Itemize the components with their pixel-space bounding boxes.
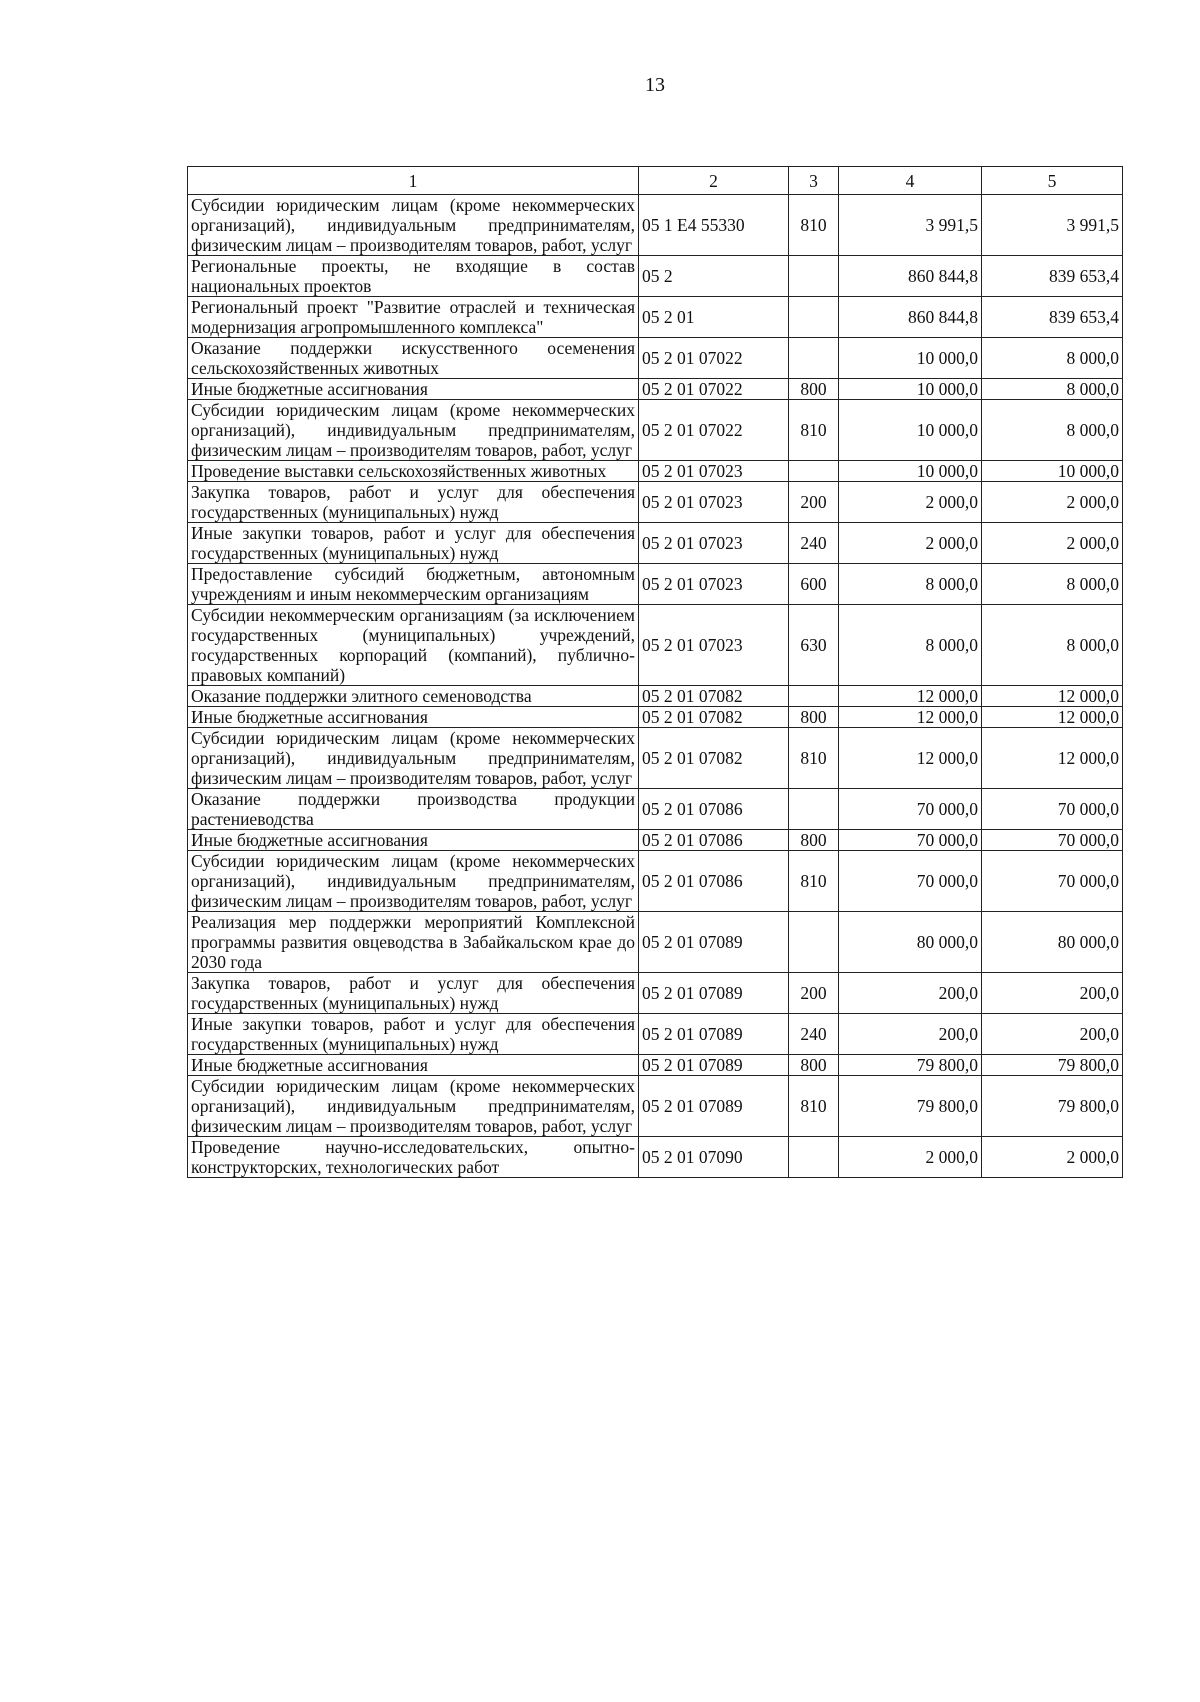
- row-expense-type: [789, 338, 839, 379]
- row-value-col4: 2 000,0: [839, 482, 982, 523]
- row-name: Иные бюджетные ассигнования: [188, 379, 639, 400]
- row-value-col5: 79 800,0: [982, 1076, 1123, 1137]
- row-expense-type: [789, 789, 839, 830]
- row-value-col4: 10 000,0: [839, 461, 982, 482]
- row-expense-type: 810: [789, 400, 839, 461]
- row-expense-type: [789, 461, 839, 482]
- row-target-code: 05 2 01 07082: [639, 686, 789, 707]
- table-row: [188, 605, 1123, 686]
- row-value-col4: 10 000,0: [839, 338, 982, 379]
- row-value-col5: 12 000,0: [982, 728, 1123, 789]
- row-target-code: 05 1 E4 55330: [639, 195, 789, 256]
- row-target-code: 05 2 01 07086: [639, 789, 789, 830]
- table-row: [188, 912, 1123, 973]
- row-value-col4: 860 844,8: [839, 256, 982, 297]
- row-target-code: 05 2 01 07089: [639, 1055, 789, 1076]
- header-col-4: 4: [839, 167, 982, 195]
- row-value-col4: 2 000,0: [839, 523, 982, 564]
- row-expense-type: 200: [789, 973, 839, 1014]
- row-target-code: 05 2 01 07090: [639, 1137, 789, 1178]
- row-value-col5: 2 000,0: [982, 523, 1123, 564]
- row-value-col4: 10 000,0: [839, 400, 982, 461]
- row-name: Иные закупки товаров, работ и услуг для обеспечения государственных (муниципальных) нужд: [188, 1014, 639, 1055]
- row-expense-type: 240: [789, 1014, 839, 1055]
- row-name: Субсидии юридическим лицам (кроме некоммерческих организаций), индивидуальным предпринимателям, физическим лицам – производителям товаров, работ, услуг: [188, 400, 639, 461]
- row-name: Субсидии некоммерческим организациям (за исключением государственных (муниципальных) учреждений, государственных корпораций (компаний), публично-правовых компаний): [188, 605, 639, 686]
- table-row: [188, 482, 1123, 523]
- row-name: Оказание поддержки искусственного осеменения сельскохозяйственных животных: [188, 338, 639, 379]
- row-target-code: 05 2 01 07022: [639, 379, 789, 400]
- row-value-col4: 79 800,0: [839, 1076, 982, 1137]
- row-name: Субсидии юридическим лицам (кроме некоммерческих организаций), индивидуальным предпринимателям, физическим лицам – производителям товаров, работ, услуг: [188, 195, 639, 256]
- row-name: Субсидии юридическим лицам (кроме некоммерческих организаций), индивидуальным предпринимателям, физическим лицам – производителям товаров, работ, услуг: [188, 728, 639, 789]
- row-value-col5: 2 000,0: [982, 482, 1123, 523]
- row-target-code: 05 2 01 07023: [639, 523, 789, 564]
- row-expense-type: 600: [789, 564, 839, 605]
- table-row: [188, 256, 1123, 297]
- row-value-col5: 80 000,0: [982, 912, 1123, 973]
- table-row: [188, 523, 1123, 564]
- row-expense-type: 800: [789, 1055, 839, 1076]
- row-name: Субсидии юридическим лицам (кроме некоммерческих организаций), индивидуальным предпринимателям, физическим лицам – производителям товаров, работ, услуг: [188, 1076, 639, 1137]
- table-row: [188, 1137, 1123, 1178]
- row-value-col4: 70 000,0: [839, 789, 982, 830]
- row-expense-type: 800: [789, 830, 839, 851]
- row-target-code: 05 2 01 07089: [639, 1076, 789, 1137]
- row-value-col4: 860 844,8: [839, 297, 982, 338]
- row-value-col4: 70 000,0: [839, 851, 982, 912]
- row-expense-type: 800: [789, 379, 839, 400]
- table-row: [188, 728, 1123, 789]
- row-name: Иные бюджетные ассигнования: [188, 830, 639, 851]
- row-value-col5: 70 000,0: [982, 851, 1123, 912]
- row-value-col4: 12 000,0: [839, 707, 982, 728]
- row-target-code: 05 2 01 07089: [639, 973, 789, 1014]
- table-row: [188, 851, 1123, 912]
- row-expense-type: [789, 1137, 839, 1178]
- row-value-col5: 200,0: [982, 1014, 1123, 1055]
- row-name: Оказание поддержки производства продукции растениеводства: [188, 789, 639, 830]
- row-value-col5: 200,0: [982, 973, 1123, 1014]
- row-value-col4: 12 000,0: [839, 728, 982, 789]
- row-value-col5: 10 000,0: [982, 461, 1123, 482]
- header-col-3: 3: [789, 167, 839, 195]
- budget-table: [187, 166, 1123, 1178]
- row-value-col5: 839 653,4: [982, 256, 1123, 297]
- table-header: [188, 167, 1123, 195]
- row-target-code: 05 2 01 07089: [639, 1014, 789, 1055]
- table-row: [188, 338, 1123, 379]
- page-number: 13: [645, 74, 665, 96]
- row-value-col4: 10 000,0: [839, 379, 982, 400]
- table-row: [188, 297, 1123, 338]
- row-value-col4: 3 991,5: [839, 195, 982, 256]
- row-value-col5: 12 000,0: [982, 707, 1123, 728]
- row-value-col5: 79 800,0: [982, 1055, 1123, 1076]
- row-expense-type: 200: [789, 482, 839, 523]
- row-expense-type: 810: [789, 195, 839, 256]
- table-row: [188, 400, 1123, 461]
- row-name: Закупка товаров, работ и услуг для обеспечения государственных (муниципальных) нужд: [188, 973, 639, 1014]
- row-expense-type: 810: [789, 1076, 839, 1137]
- row-target-code: 05 2 01 07086: [639, 830, 789, 851]
- row-value-col4: 200,0: [839, 973, 982, 1014]
- row-target-code: 05 2: [639, 256, 789, 297]
- row-target-code: 05 2 01: [639, 297, 789, 338]
- table-row: [188, 1055, 1123, 1076]
- row-value-col4: 200,0: [839, 1014, 982, 1055]
- row-value-col5: 3 991,5: [982, 195, 1123, 256]
- row-target-code: 05 2 01 07023: [639, 482, 789, 523]
- table-row: [188, 686, 1123, 707]
- row-target-code: 05 2 01 07023: [639, 461, 789, 482]
- table-row: [188, 1014, 1123, 1055]
- row-value-col4: 12 000,0: [839, 686, 982, 707]
- row-name: Реализация мер поддержки мероприятий Комплексной программы развития овцеводства в Забайкальском крае до 2030 года: [188, 912, 639, 973]
- table-row: [188, 830, 1123, 851]
- row-value-col4: 70 000,0: [839, 830, 982, 851]
- row-target-code: 05 2 01 07023: [639, 605, 789, 686]
- row-expense-type: 240: [789, 523, 839, 564]
- row-value-col5: 8 000,0: [982, 338, 1123, 379]
- table-row: [188, 195, 1123, 256]
- row-expense-type: 800: [789, 707, 839, 728]
- row-value-col5: 8 000,0: [982, 379, 1123, 400]
- row-value-col4: 79 800,0: [839, 1055, 982, 1076]
- row-name: Региональный проект "Развитие отраслей и техническая модернизация агропромышленного комплекса": [188, 297, 639, 338]
- row-value-col5: 839 653,4: [982, 297, 1123, 338]
- row-name: Предоставление субсидий бюджетным, автономным учреждениям и иным некоммерческим организациям: [188, 564, 639, 605]
- row-expense-type: [789, 297, 839, 338]
- row-target-code: 05 2 01 07089: [639, 912, 789, 973]
- header-col-1: 1: [188, 167, 639, 195]
- table-row: [188, 973, 1123, 1014]
- row-name: Иные бюджетные ассигнования: [188, 707, 639, 728]
- table-row: [188, 379, 1123, 400]
- row-name: Оказание поддержки элитного семеноводства: [188, 686, 639, 707]
- row-target-code: 05 2 01 07022: [639, 400, 789, 461]
- row-value-col5: 8 000,0: [982, 400, 1123, 461]
- row-target-code: 05 2 01 07022: [639, 338, 789, 379]
- row-name: Закупка товаров, работ и услуг для обеспечения государственных (муниципальных) нужд: [188, 482, 639, 523]
- table-row: [188, 1076, 1123, 1137]
- header-row: [188, 167, 1123, 195]
- header-col-2: 2: [639, 167, 789, 195]
- row-value-col5: 70 000,0: [982, 789, 1123, 830]
- row-value-col5: 2 000,0: [982, 1137, 1123, 1178]
- table-body: [188, 195, 1123, 1178]
- row-name: Иные закупки товаров, работ и услуг для обеспечения государственных (муниципальных) нужд: [188, 523, 639, 564]
- row-expense-type: [789, 912, 839, 973]
- table-row: [188, 789, 1123, 830]
- row-value-col5: 8 000,0: [982, 605, 1123, 686]
- header-col-5: 5: [982, 167, 1123, 195]
- row-target-code: 05 2 01 07082: [639, 728, 789, 789]
- row-target-code: 05 2 01 07086: [639, 851, 789, 912]
- row-name: Проведение научно-исследовательских, опытно-конструкторских, технологических работ: [188, 1137, 639, 1178]
- row-name: Региональные проекты, не входящие в состав национальных проектов: [188, 256, 639, 297]
- table-row: [188, 461, 1123, 482]
- row-value-col5: 12 000,0: [982, 686, 1123, 707]
- row-value-col5: 70 000,0: [982, 830, 1123, 851]
- row-name: Субсидии юридическим лицам (кроме некоммерческих организаций), индивидуальным предпринимателям, физическим лицам – производителям товаров, работ, услуг: [188, 851, 639, 912]
- row-target-code: 05 2 01 07023: [639, 564, 789, 605]
- row-name: Иные бюджетные ассигнования: [188, 1055, 639, 1076]
- row-expense-type: 810: [789, 851, 839, 912]
- row-expense-type: 630: [789, 605, 839, 686]
- row-value-col4: 8 000,0: [839, 564, 982, 605]
- row-target-code: 05 2 01 07082: [639, 707, 789, 728]
- row-expense-type: 810: [789, 728, 839, 789]
- row-expense-type: [789, 256, 839, 297]
- table-row: [188, 564, 1123, 605]
- row-value-col4: 8 000,0: [839, 605, 982, 686]
- row-value-col4: 2 000,0: [839, 1137, 982, 1178]
- row-expense-type: [789, 686, 839, 707]
- row-value-col5: 8 000,0: [982, 564, 1123, 605]
- row-value-col4: 80 000,0: [839, 912, 982, 973]
- row-name: Проведение выставки сельскохозяйственных животных: [188, 461, 639, 482]
- table-row: [188, 707, 1123, 728]
